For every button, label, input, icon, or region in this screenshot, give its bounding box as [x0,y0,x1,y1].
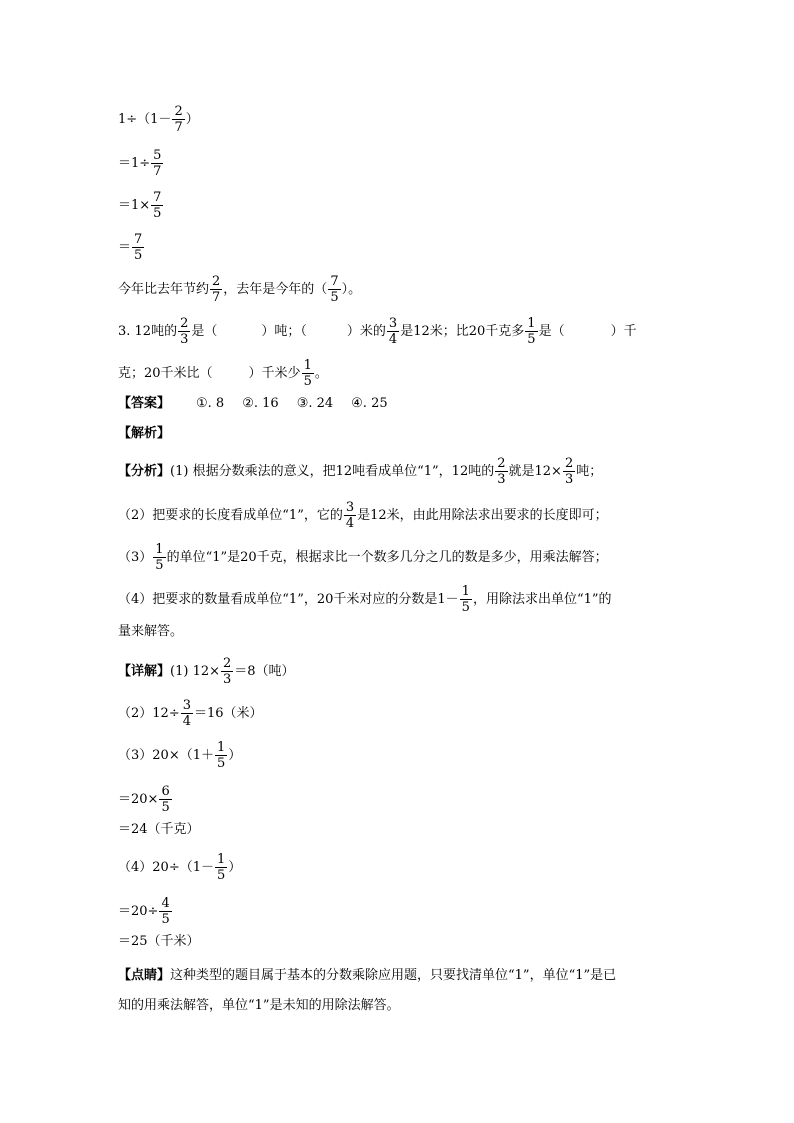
xiangjie-text: ） [228,860,242,875]
fraction [159,784,171,815]
xiangjie-text: (1) 12× [170,664,220,679]
numerator: 2 [180,316,189,331]
fraction [495,456,507,487]
denominator: 5 [161,912,170,927]
denominator: 3 [497,472,506,487]
fenxi-text: 吨； [576,464,603,479]
fenxi-line-2 [118,500,608,531]
numerator: 6 [161,784,170,799]
numerator: 2 [497,456,506,471]
fenxi-line-1 [118,456,602,487]
xiangjie-text: （3）20×（1＋ [118,748,214,763]
analysis-label: 【解析】 [118,426,171,441]
question-text: ）米的 [346,324,386,339]
numerator: 1 [155,542,164,557]
xiangjie-line-1 [118,656,295,687]
xiangjie-text: （2）12÷ [118,706,180,721]
denominator: 5 [216,756,226,771]
numerator: 2 [564,456,574,471]
conclusion-text: ，去年是今年的（ [223,282,328,297]
xiangjie-line-4 [118,784,173,815]
numerator: 4 [161,896,170,911]
fraction [525,316,537,347]
dianjing-label: 【点睛】 [118,968,171,983]
calc-text: ＝1× [118,198,151,213]
numerator: 3 [388,316,398,331]
denominator: 5 [461,600,470,615]
fenxi-text: 的单位“1”是20千克，根据求比一个数多几分之几的数是多少，用乘法解答； [166,550,608,565]
numerator: 2 [174,104,183,119]
numerator: 2 [223,656,232,671]
question-text: ）吨；（ [261,324,307,339]
fenxi-text: （4）把要求的数量看成单位“1”，20千米对应的分数是1－ [118,592,459,607]
dianjing-line-2: 知的用乘法解答，单位“1”是未知的用除法解答。 [118,998,400,1013]
denominator: 5 [134,248,143,263]
calc-text: ＝ [118,240,132,255]
numerator: 2 [212,274,221,289]
xiangjie-line-7 [118,896,173,927]
fenxi-text: ，用除法求出单位“1”的 [472,592,612,607]
fenxi-text: 就是12× [508,464,562,479]
fraction [181,698,193,729]
fraction [159,896,171,927]
answer-label: 【答案】 [118,396,171,411]
fenxi-text: （2）把要求的长度看成单位“1”，它的 [118,508,343,523]
fraction [178,316,190,347]
answer-item: ②. 16 [242,396,279,411]
question-3-line-2 [118,358,328,389]
xiangjie-line-6 [118,852,241,883]
calc-text: 1÷（1－ [118,112,172,127]
numerator: 1 [216,852,226,867]
question-text: 3. 12吨的 [118,324,178,339]
answer-item: ④. 25 [351,396,388,411]
fenxi-line-4 [118,584,612,615]
fraction [215,740,227,771]
xiangjie-line-8: ＝25（千米） [118,934,200,949]
fraction [344,500,356,531]
xiangjie-text: ＝16（米） [194,706,263,721]
question-text: 是（ [191,324,218,339]
xiangjie-text: ＝8（吨） [234,664,295,679]
fraction [132,232,144,263]
denominator: 4 [345,516,355,531]
conclusion-text: ）。 [341,282,362,297]
answer-item: ③. 24 [296,396,334,411]
fraction [151,148,163,179]
fraction [387,316,399,347]
calc-text: ） [185,112,199,127]
question-text: 是12米；比20千克多 [400,324,525,339]
xiangjie-text: ＝20÷ [118,904,159,919]
question-text: 是（ [538,324,565,339]
xiangjie-line-2 [118,698,263,729]
denominator: 4 [182,714,191,729]
fraction [210,274,222,305]
fraction [302,358,314,389]
question-text: ）千米少 [248,366,301,381]
numerator: 1 [216,740,226,755]
numerator: 3 [345,500,355,515]
denominator: 5 [155,558,164,573]
xiangjie-line-3 [118,740,241,771]
question-text: 。 [314,366,328,381]
fenxi-text: (1) 根据分数乘法的意义，把12吨看成单位“1”，12吨的 [170,464,495,479]
denominator: 3 [564,472,574,487]
answer-item: ①. 8 [196,396,225,411]
fenxi-line-5: 量来解答。 [118,624,184,639]
fenxi-text: 是12米，由此用除法求出要求的长度即可； [357,508,608,523]
calc-line-1 [118,104,199,135]
xiangjie-text: ） [228,748,242,763]
denominator: 5 [330,290,339,305]
fraction [328,274,340,305]
denominator: 7 [174,120,183,135]
denominator: 5 [153,206,162,221]
denominator: 5 [216,868,226,883]
numerator: 1 [461,584,470,599]
xiangjie-line-5: ＝24（千克） [118,822,200,837]
fraction [215,852,227,883]
xiangjie-text: （4）20÷（1－ [118,860,214,875]
dianjing-line-1 [118,966,616,986]
fraction [563,456,575,487]
denominator: 5 [527,332,536,347]
conclusion-text: 今年比去年节约 [118,282,210,297]
fraction [460,584,472,615]
numerator: 7 [134,232,143,247]
numerator: 1 [303,358,312,373]
denominator: 7 [153,164,162,179]
numerator: 3 [182,698,191,713]
numerator: 7 [153,190,162,205]
fenxi-line-3 [118,542,608,573]
fraction [221,656,233,687]
question-3-line-1 [118,316,637,347]
numerator: 7 [330,274,339,289]
calc-text: ＝1÷ [118,156,151,171]
denominator: 3 [223,672,232,687]
fenxi-text: （3） [118,550,153,565]
xiangjie-label: 【详解】 [118,664,171,679]
denominator: 3 [180,332,189,347]
calc-line-4 [118,232,145,263]
fraction [153,542,165,573]
fraction [151,190,163,221]
denominator: 5 [161,800,170,815]
xiangjie-text: ＝20× [118,792,159,807]
fenxi-label: 【分析】 [118,464,171,479]
answer-line [118,394,388,414]
fraction [172,104,184,135]
numerator: 5 [153,148,162,163]
denominator: 7 [212,290,221,305]
denominator: 5 [303,374,312,389]
denominator: 4 [388,332,398,347]
conclusion-line [118,274,361,305]
dianjing-text: 这种类型的题目属于基本的分数乘除应用题，只要找清单位“1”，单位“1”是已 [170,968,617,983]
question-text: 克；20千米比（ [118,366,213,381]
calc-line-3 [118,190,164,221]
numerator: 1 [527,316,536,331]
calc-line-2 [118,148,164,179]
question-text: ）千 [610,324,637,339]
